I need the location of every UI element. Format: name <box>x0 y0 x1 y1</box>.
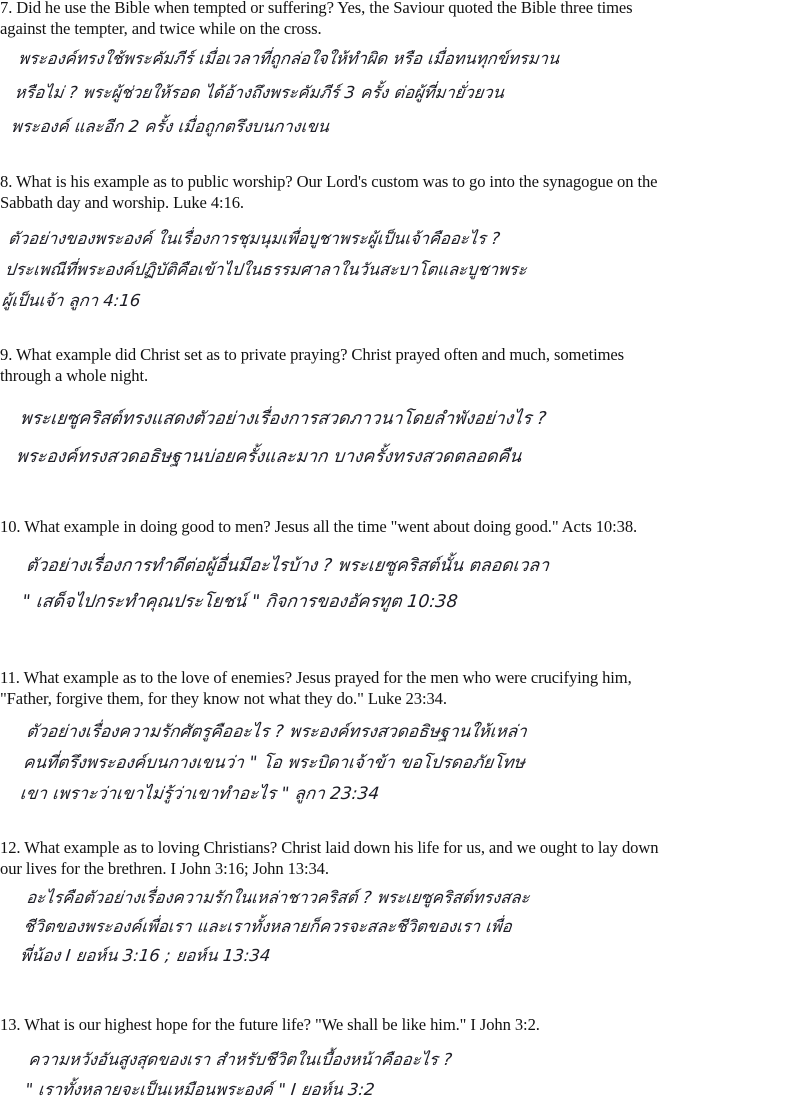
handwritten-answer <box>20 548 796 620</box>
handwritten-line: ตัวอย่างเรื่องการทำดีต่อผู้อื่นมีอะไรบ้าง ? พระเยซูคริสต์นั้น ตลอดเวลา <box>25 555 551 576</box>
handwritten-line: พระองค์ และอีก 2 ครั้ง เมื่อถูกตรึงบนกางเขน <box>10 117 330 136</box>
handwritten-line: พระองค์ทรงใช้พระคัมภีร์ เมื่อเวลาที่ถูกล่อใจให้ทำผิด หรือ เมื่อทนทุกข์ทรมาน <box>17 49 561 68</box>
question-block-11 <box>0 668 796 802</box>
handwritten-line: เขา เพราะว่าเขาไม่รู้ว่าเขาทำอะไร " ลูกา 23:34 <box>18 784 381 804</box>
printed-line: Sabbath day and worship. Luke 4:16. <box>0 192 244 212</box>
printed-line: against the tempter, and twice while on the cross. <box>0 18 322 38</box>
handwritten-line: ประเพณีที่พระองค์ปฏิบัติคือเข้าไปในธรรมศาลาในวันสะบาโตและบูชาพระ <box>4 260 528 279</box>
printed-line: 8. What is his example as to public worship? Our Lord's custom was to go into the synagogue on the <box>0 172 658 191</box>
handwritten-line: ความหวังอันสูงสุดของเรา สำหรับชีวิตในเบื้องหน้าคืออะไร ? <box>27 1049 453 1069</box>
handwritten-line: หรือไม่ ? พระผู้ช่วยให้รอด ได้อ้างถึงพระคัมภีร์ 3 ครั้ง ต่อผู้ที่มายั่วยวน <box>13 83 506 102</box>
handwritten-answer <box>0 223 796 316</box>
handwritten-line: อะไรคือตัวอย่างเรื่องความรักในเหล่าชาวคริสต์ ? พระเยซูคริสต์ทรงสละ <box>25 888 531 907</box>
question-block-10 <box>0 517 796 610</box>
printed-line: 7. Did he use the Bible when tempted or suffering? Yes, the Saviour quoted the Bible three times <box>0 0 633 17</box>
handwritten-answer <box>19 883 796 970</box>
handwritten-line: ตัวอย่างของพระองค์ ในเรื่องการชุมนุมเพื่อบูชาพระผู้เป็นเจ้าคืออะไร ? <box>7 229 501 248</box>
handwritten-line: " เสด็จไปกระทำคุณประโยชน์ " กิจการของอัครทูต 10:38 <box>21 591 459 612</box>
handwritten-line: ตัวอย่างเรื่องความรักศัตรูคืออะไร ? พระองค์ทรงสวดอธิษฐานให้เหล่า <box>25 722 528 742</box>
printed-question <box>0 1015 796 1036</box>
handwritten-line: ผู้เป็นเจ้า ลูกา 4:16 <box>0 291 142 310</box>
handwritten-line: คนที่ตรึงพระองค์บนกางเขนว่า " โอ พระบิดาเจ้าข้า ขอโปรดอภัยโทษ <box>22 753 526 773</box>
handwritten-line: " เราทั้งหลายจะเป็นเหมือนพระองค์ " I ยอห์น 3:2 <box>24 1079 376 1099</box>
question-block-8 <box>0 172 796 310</box>
printed-line: 9. What example did Christ set as to private praying? Christ prayed often and much, sometimes <box>0 345 625 364</box>
printed-line: 10. What example in doing good to men? Jesus all the time "went about doing good." Acts 10:38. <box>0 517 638 536</box>
printed-question <box>0 0 796 39</box>
printed-question <box>0 172 796 213</box>
printed-line: 12. What example as to loving Christians? Christ laid down his life for us, and we ought to lay down <box>0 838 659 857</box>
printed-line: through a whole night. <box>0 365 149 385</box>
printed-line: "Father, forgive them, for they know not what they do." Luke 23:34. <box>0 688 447 708</box>
handwritten-answer <box>14 400 796 476</box>
question-block-7 <box>0 0 796 141</box>
handwritten-answer <box>9 42 796 144</box>
question-block-12 <box>0 838 796 966</box>
question-block-9 <box>0 345 796 467</box>
handwritten-line: ชีวิตของพระองค์เพื่อเรา และเราทั้งหลายก็ควรจะสละชีวิตของเรา เพื่อ <box>22 917 513 936</box>
printed-question <box>0 838 796 879</box>
handwritten-line: พี่น้อง I ยอห์น 3:16 ; ยอห์น 13:34 <box>19 946 272 965</box>
handwritten-answer <box>18 717 796 810</box>
printed-line: 11. What example as to the love of enemies? Jesus prayed for the men who were crucifying him, <box>0 668 632 687</box>
handwritten-line: พระองค์ทรงสวดอธิษฐานบ่อยครั้งและมาก บางครั้งทรงสวดตลอดคืน <box>14 447 523 467</box>
printed-question <box>0 517 796 538</box>
printed-question <box>0 345 796 386</box>
printed-line: our lives for the brethren. I John 3:16; John 13:34. <box>0 858 329 878</box>
handwritten-answer <box>24 1045 796 1105</box>
handwritten-line: พระเยซูคริสต์ทรงแสดงตัวอย่างเรื่องการสวดภาวนาโดยลำพังอย่างไร ? <box>18 409 548 429</box>
question-block-13 <box>0 1015 796 1099</box>
printed-question <box>0 668 796 709</box>
printed-line: 13. What is our highest hope for the future life? "We shall be like him." I John 3:2. <box>0 1015 540 1034</box>
